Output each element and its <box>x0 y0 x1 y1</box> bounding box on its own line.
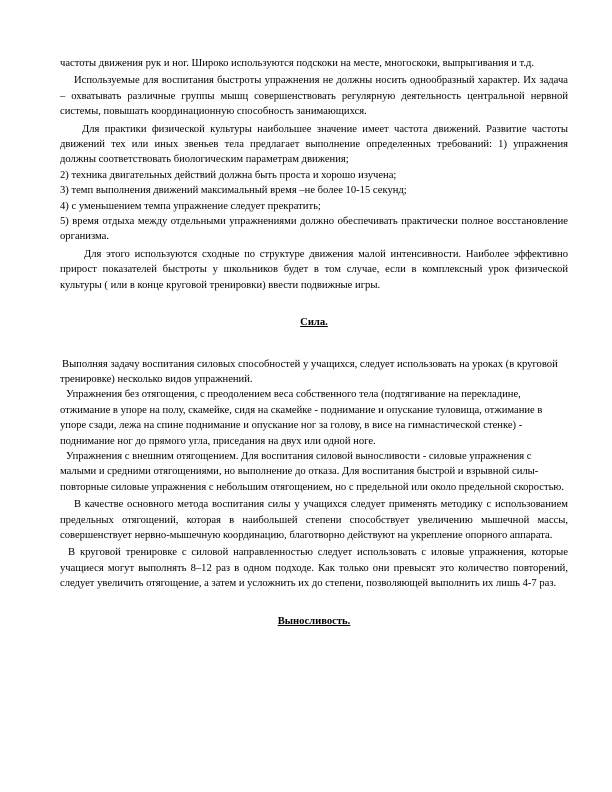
document-body <box>60 56 568 629</box>
list-item-rest-time: 5) время отдыха между отдельными упражнениями должно обеспечивать практически полное восстановление организма. <box>60 216 568 243</box>
paragraph-games-recommendation: Для этого используются сходные по структуре движения малой интенсивности. Наиболее эффективно прирост показателей быстроты у школьников будет в том случае, если в комплексный урок физической культуры ( или в конце круговой тренировки) ввести подвижные игры. <box>60 248 568 291</box>
paragraph-speed-continuation: частоты движения рук и ног. Широко используются подскоки на месте, многоскоки, выпрыгивания и т.д. <box>60 58 535 69</box>
paragraph-bodyweight-exercises: Упражнения без отягощения, с преодолением веса собственного тела (подтягивание на перекладине, отжимание в упоре на полу, скамейке, сидя на скамейке - поднимание и опускание туловища, отжимание в упоре сзади, лежа на спине поднимание и опускание ног за голову, в висе на гимнастической стенке) - поднимание ног до прямого угла, приседания на двух или одной ноге. <box>60 389 543 447</box>
list-item-technique: 2) техника двигательных действий должна быть проста и хорошо изучена; <box>60 169 397 181</box>
paragraph-main-method: В качестве основного метода воспитания силы у учащихся следует применять методику с использованием предельных отягощений, которая в наибольшей степени способствует увеличению мышечной массы, совершенствует нервно-мышечную координацию, благотворно действуют на укрепление опорного аппарата. <box>60 499 568 541</box>
list-item-stop-exercise: 4) с уменьшением темпа упражнение следует прекратить; <box>60 200 321 212</box>
paragraph-movement-frequency: Для практики физической культуры наибольшее значение имеет частота движений. Развитие частоты движений тех или иных звеньев тела предлагает выполнение определенных требований: 1) упражнения должны соответствовать биологическим параметрам движения; <box>60 123 568 166</box>
list-item-tempo: 3) темп выполнения движений максимальный время –не более 10-15 секунд; <box>60 185 407 197</box>
section-heading-strength: Сила. <box>300 317 328 329</box>
section-heading-endurance: Выносливость. <box>277 615 351 627</box>
paragraph-circuit-training: В круговой тренировке с силовой направленностью следует использовать с иловые упражнения, которые учащиеся могут выполнять 8–12 раз в одном подходе. Как только они превысят это количество повторений, следует увеличить отягощение, а затем и усложнить их до степени, позволяющей выполнить их лишь 4-7 раз. <box>60 547 568 590</box>
paragraph-strength-intro: Выполняя задачу воспитания силовых способностей у учащихся, следует использовать на уроках (в круговой тренировке) несколько видов упражнений. <box>60 358 558 385</box>
paragraph-external-weight: Упражнения с внешним отягощением. Для воспитания силовой выносливости - силовые упражнения с малыми и средними отягощениями, но выполнение до отказа. Для воспитания быстрой и взрывной силы- повторные силовые упражнения с небольшим отягощением, но с предельной или около предельной скоростью. <box>60 450 564 493</box>
paragraph-speed-exercises-variety: Используемые для воспитания быстроты упражнения не должны носить однообразный характер. Их задача – охватывать различные группы мышц совершенствовать регулярную деятельность центральной нервной системы, повышать координационную способность занимающихся. <box>60 75 568 118</box>
